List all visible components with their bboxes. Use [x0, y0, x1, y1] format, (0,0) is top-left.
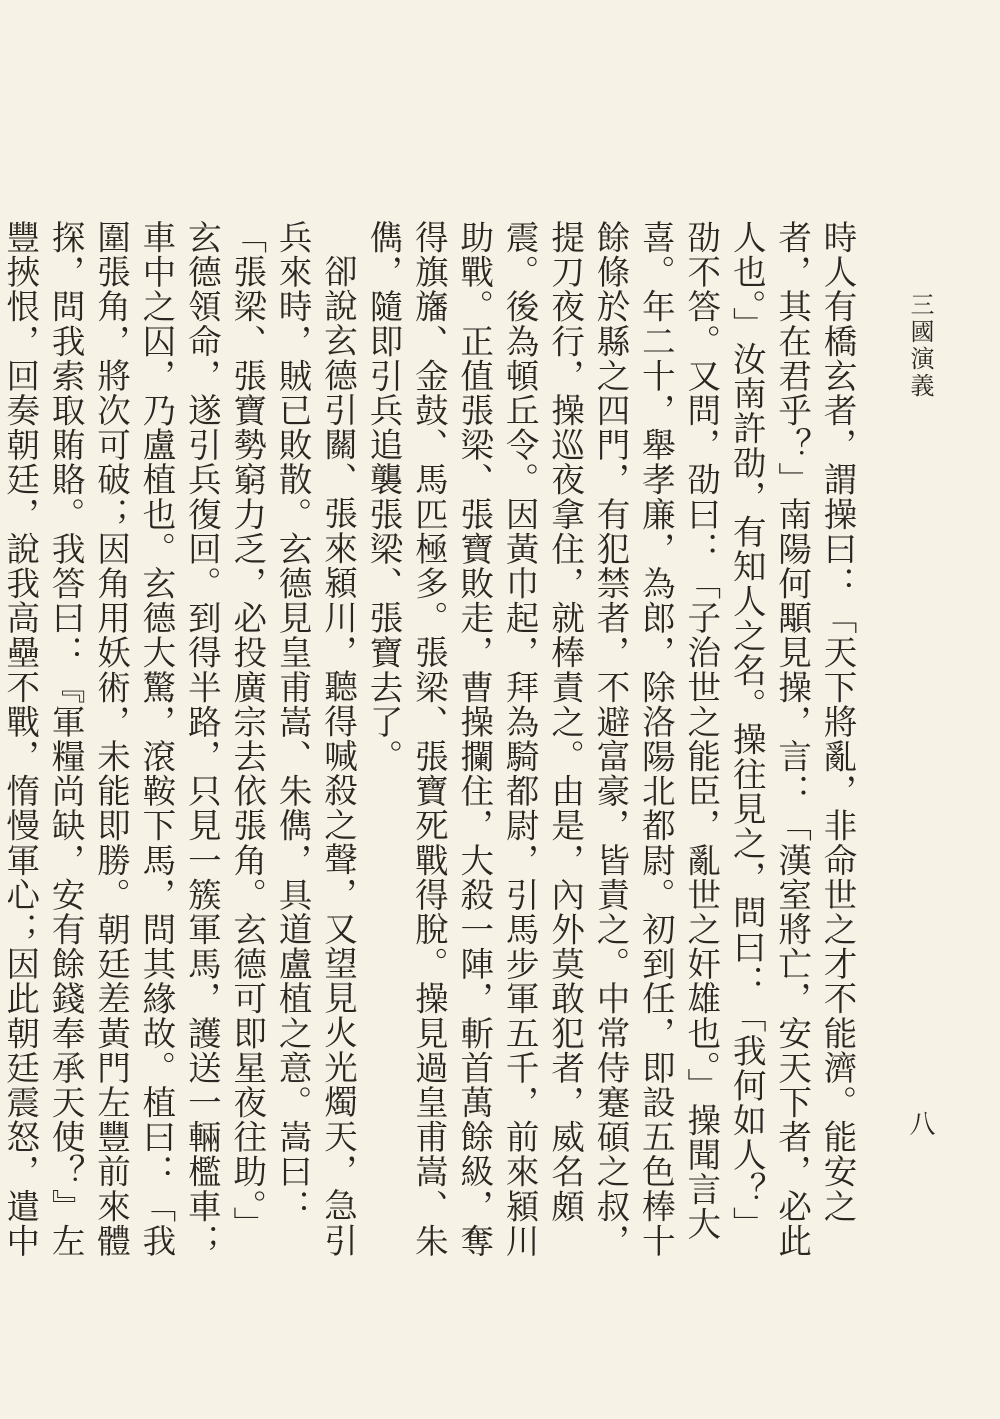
main-text: [0, 220, 860, 1260]
running-header-book-title: 三國演義: [906, 292, 934, 400]
page-number: 八: [905, 1110, 935, 1136]
paragraph: 時人有橋玄者，謂操曰：「天下將亂，非命世之才不能濟。能安之者，其在君乎？」南陽何顒見操，言：「漢室將亡，安天下者，必此人也。」汝南許劭，有知人之名。操往見之，問曰：「我何如人？」劭不答。又問，劭曰：「子治世之能臣，亂世之奸雄也。」操聞言大喜。年二十，舉孝廉，為郎，除洛陽北都尉。初到任，即設五色棒十餘條於縣之四門，有犯禁者，不避富豪，皆責之。中常侍蹇碩之叔，提刀夜行，操巡夜拿住，就棒責之。由是，內外莫敢犯者，威名頗震。後為頓丘令。因黃巾起，拜為騎都尉，引馬步軍五千，前來潁川助戰。正值張梁、張寶敗走，曹操攔住，大殺一陣，斬首萬餘級，奪得旗旛、金鼓、馬匹極多。張梁、張寶死戰得脫。操見過皇甫嵩、朱儁，隨即引兵追襲張梁、張寶去了。: [363, 220, 857, 1258]
paragraph: 卻說玄德引關、張來潁川，聽得喊殺之聲，又望見火光燭天，急引兵來時，賊已敗散。玄德見皇甫嵩、朱儁，具道盧植之意。嵩曰：「張梁、張寶勢窮力乏，必投廣宗去依張角。玄德可即星夜往助。」玄德領命，遂引兵復回。到得半路，只見一簇軍馬，護送一輛檻車；車中之囚，乃盧植也。玄德大驚，滾鞍下馬，問其緣故。植曰：「我圍張角，將次可破；因角用妖術，未能即勝。朝廷差黃門左豐前來體探，問我索取賄賂。我答曰：『軍糧尚缺，安有餘錢奉承天使？』左豐挾恨，回奏朝廷，說我高壘不戰，惰慢軍心；因此朝廷震怒，遣中: [0, 220, 358, 1258]
